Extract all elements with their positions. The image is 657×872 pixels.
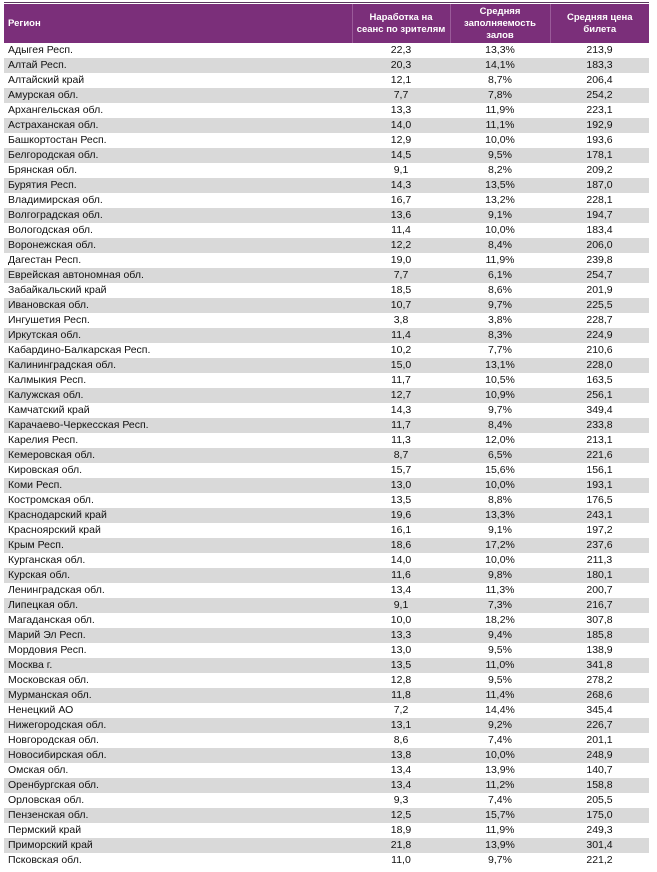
ticket-price-cell: 178,1 [550,148,649,163]
per-session-cell: 13,4 [352,583,450,598]
table-container [4,2,649,868]
table-row [4,463,649,478]
region-cell: Московская обл. [4,673,352,688]
per-session-cell: 11,3 [352,433,450,448]
occupancy-cell: 10,0% [450,553,550,568]
table-row [4,388,649,403]
per-session-cell: 8,7 [352,448,450,463]
table-row [4,358,649,373]
per-session-cell: 11,7 [352,373,450,388]
per-session-cell: 13,0 [352,478,450,493]
ticket-price-cell: 180,1 [550,568,649,583]
table-row [4,268,649,283]
occupancy-cell: 9,5% [450,643,550,658]
region-cell: Мордовия Респ. [4,643,352,658]
per-session-cell: 13,5 [352,658,450,673]
table-row [4,733,649,748]
occupancy-cell: 9,7% [450,298,550,313]
region-cell: Красноярский край [4,523,352,538]
occupancy-cell: 14,1% [450,58,550,73]
table-row [4,658,649,673]
region-cell: Калужская обл. [4,388,352,403]
per-session-cell: 13,8 [352,748,450,763]
ticket-price-cell: 187,0 [550,178,649,193]
occupancy-cell: 3,8% [450,313,550,328]
per-session-cell: 12,9 [352,133,450,148]
per-session-cell: 11,6 [352,568,450,583]
table-body [4,43,649,868]
region-cell: Карачаево-Черкесская Респ. [4,418,352,433]
per-session-cell: 18,6 [352,538,450,553]
occupancy-cell: 15,6% [450,463,550,478]
per-session-cell: 18,5 [352,283,450,298]
table-row [4,433,649,448]
ticket-price-cell: 341,8 [550,658,649,673]
region-cell: Калмыкия Респ. [4,373,352,388]
occupancy-cell: 8,4% [450,418,550,433]
table-row [4,718,649,733]
occupancy-cell: 11,2% [450,778,550,793]
region-cell: Магаданская обл. [4,613,352,628]
region-cell: Новосибирская обл. [4,748,352,763]
region-cell: Псковская обл. [4,853,352,868]
region-cell: Архангельская обл. [4,103,352,118]
table-row [4,628,649,643]
per-session-cell: 7,2 [352,703,450,718]
occupancy-cell: 8,2% [450,163,550,178]
table-row [4,193,649,208]
ticket-price-cell: 201,9 [550,283,649,298]
table-row [4,598,649,613]
region-cell: Дагестан Респ. [4,253,352,268]
region-cell: Липецкая обл. [4,598,352,613]
occupancy-cell: 9,1% [450,208,550,223]
table-row [4,118,649,133]
ticket-price-cell: 138,9 [550,643,649,658]
ticket-price-cell: 200,7 [550,583,649,598]
ticket-price-cell: 307,8 [550,613,649,628]
column-header-per-session: Наработка на сеанс по зрителям [352,4,450,43]
table-row [4,43,649,58]
per-session-cell: 10,0 [352,613,450,628]
per-session-cell: 9,1 [352,163,450,178]
ticket-price-cell: 210,6 [550,343,649,358]
region-cell: Камчатский край [4,403,352,418]
ticket-price-cell: 183,4 [550,223,649,238]
occupancy-cell: 12,0% [450,433,550,448]
occupancy-cell: 9,5% [450,673,550,688]
region-cell: Бурятия Респ. [4,178,352,193]
occupancy-cell: 10,0% [450,748,550,763]
per-session-cell: 19,6 [352,508,450,523]
regions-table [4,4,649,868]
column-header-region: Регион [4,4,352,43]
occupancy-cell: 11,9% [450,103,550,118]
per-session-cell: 12,5 [352,808,450,823]
table-row [4,313,649,328]
occupancy-cell: 6,5% [450,448,550,463]
region-cell: Ненецкий АО [4,703,352,718]
per-session-cell: 12,2 [352,238,450,253]
ticket-price-cell: 192,9 [550,118,649,133]
table-row [4,418,649,433]
occupancy-cell: 6,1% [450,268,550,283]
region-cell: Москва г. [4,658,352,673]
ticket-price-cell: 254,7 [550,268,649,283]
per-session-cell: 3,8 [352,313,450,328]
table-row [4,253,649,268]
occupancy-cell: 18,2% [450,613,550,628]
region-cell: Еврейская автономная обл. [4,268,352,283]
ticket-price-cell: 349,4 [550,403,649,418]
per-session-cell: 18,9 [352,823,450,838]
ticket-price-cell: 156,1 [550,463,649,478]
table-row [4,373,649,388]
ticket-price-cell: 243,1 [550,508,649,523]
region-cell: Адыгея Респ. [4,43,352,58]
ticket-price-cell: 213,9 [550,43,649,58]
region-cell: Краснодарский край [4,508,352,523]
occupancy-cell: 7,3% [450,598,550,613]
per-session-cell: 7,7 [352,268,450,283]
per-session-cell: 7,7 [352,88,450,103]
region-cell: Алтайский край [4,73,352,88]
table-row [4,808,649,823]
occupancy-cell: 10,0% [450,478,550,493]
region-cell: Курганская обл. [4,553,352,568]
occupancy-cell: 9,7% [450,403,550,418]
ticket-price-cell: 158,8 [550,778,649,793]
ticket-price-cell: 233,8 [550,418,649,433]
ticket-price-cell: 254,2 [550,88,649,103]
region-cell: Ивановская обл. [4,298,352,313]
per-session-cell: 8,6 [352,733,450,748]
occupancy-cell: 10,9% [450,388,550,403]
ticket-price-cell: 248,9 [550,748,649,763]
ticket-price-cell: 206,0 [550,238,649,253]
region-cell: Калининградская обл. [4,358,352,373]
table-row [4,328,649,343]
occupancy-cell: 9,5% [450,148,550,163]
table-row [4,73,649,88]
region-cell: Крым Респ. [4,538,352,553]
table-row [4,778,649,793]
per-session-cell: 13,5 [352,493,450,508]
per-session-cell: 16,1 [352,523,450,538]
table-row [4,298,649,313]
table-row [4,133,649,148]
occupancy-cell: 13,3% [450,508,550,523]
occupancy-cell: 13,1% [450,358,550,373]
table-row [4,703,649,718]
per-session-cell: 12,7 [352,388,450,403]
ticket-price-cell: 201,1 [550,733,649,748]
region-cell: Волгоградская обл. [4,208,352,223]
table-row [4,823,649,838]
per-session-cell: 11,4 [352,223,450,238]
table-row [4,448,649,463]
ticket-price-cell: 193,1 [550,478,649,493]
region-cell: Костромская обл. [4,493,352,508]
occupancy-cell: 10,5% [450,373,550,388]
region-cell: Приморский край [4,838,352,853]
ticket-price-cell: 213,1 [550,433,649,448]
occupancy-cell: 11,3% [450,583,550,598]
per-session-cell: 15,0 [352,358,450,373]
ticket-price-cell: 206,4 [550,73,649,88]
ticket-price-cell: 345,4 [550,703,649,718]
per-session-cell: 14,3 [352,403,450,418]
occupancy-cell: 13,3% [450,43,550,58]
table-row [4,793,649,808]
region-cell: Алтай Респ. [4,58,352,73]
occupancy-cell: 11,1% [450,118,550,133]
region-cell: Владимирская обл. [4,193,352,208]
table-row [4,58,649,73]
occupancy-cell: 7,4% [450,733,550,748]
ticket-price-cell: 211,3 [550,553,649,568]
region-cell: Кемеровская обл. [4,448,352,463]
ticket-price-cell: 176,5 [550,493,649,508]
occupancy-cell: 11,9% [450,823,550,838]
table-row [4,508,649,523]
occupancy-cell: 9,2% [450,718,550,733]
per-session-cell: 9,1 [352,598,450,613]
ticket-price-cell: 228,0 [550,358,649,373]
per-session-cell: 22,3 [352,43,450,58]
table-row [4,673,649,688]
region-cell: Ленинградская обл. [4,583,352,598]
occupancy-cell: 17,2% [450,538,550,553]
region-cell: Омская обл. [4,763,352,778]
table-row [4,208,649,223]
per-session-cell: 11,8 [352,688,450,703]
ticket-price-cell: 175,0 [550,808,649,823]
ticket-price-cell: 225,5 [550,298,649,313]
table-row [4,283,649,298]
occupancy-cell: 13,9% [450,763,550,778]
region-cell: Забайкальский край [4,283,352,298]
table-row [4,343,649,358]
region-cell: Нижегородская обл. [4,718,352,733]
region-cell: Мурманская обл. [4,688,352,703]
region-cell: Пермский край [4,823,352,838]
region-cell: Астраханская обл. [4,118,352,133]
table-row [4,493,649,508]
ticket-price-cell: 224,9 [550,328,649,343]
table-row [4,163,649,178]
table-row [4,688,649,703]
region-cell: Кабардино-Балкарская Респ. [4,343,352,358]
occupancy-cell: 11,9% [450,253,550,268]
ticket-price-cell: 209,2 [550,163,649,178]
region-cell: Курская обл. [4,568,352,583]
per-session-cell: 9,3 [352,793,450,808]
per-session-cell: 12,1 [352,73,450,88]
occupancy-cell: 7,7% [450,343,550,358]
region-cell: Ингушетия Респ. [4,313,352,328]
per-session-cell: 11,4 [352,328,450,343]
ticket-price-cell: 223,1 [550,103,649,118]
table-row [4,643,649,658]
ticket-price-cell: 183,3 [550,58,649,73]
occupancy-cell: 9,8% [450,568,550,583]
per-session-cell: 11,7 [352,418,450,433]
ticket-price-cell: 301,4 [550,838,649,853]
ticket-price-cell: 221,6 [550,448,649,463]
region-cell: Орловская обл. [4,793,352,808]
table-row [4,238,649,253]
table-row [4,853,649,868]
table-row [4,763,649,778]
region-cell: Пензенская обл. [4,808,352,823]
ticket-price-cell: 226,7 [550,718,649,733]
occupancy-cell: 13,2% [450,193,550,208]
table-row [4,538,649,553]
per-session-cell: 14,0 [352,553,450,568]
region-cell: Новгородская обл. [4,733,352,748]
table-row [4,103,649,118]
per-session-cell: 13,4 [352,763,450,778]
per-session-cell: 19,0 [352,253,450,268]
per-session-cell: 15,7 [352,463,450,478]
occupancy-cell: 8,4% [450,238,550,253]
occupancy-cell: 10,0% [450,223,550,238]
table-row [4,613,649,628]
table-header [4,4,649,43]
per-session-cell: 14,0 [352,118,450,133]
table-row [4,838,649,853]
table-row [4,88,649,103]
per-session-cell: 13,4 [352,778,450,793]
region-cell: Коми Респ. [4,478,352,493]
region-cell: Оренбургская обл. [4,778,352,793]
per-session-cell: 13,3 [352,103,450,118]
per-session-cell: 14,3 [352,178,450,193]
occupancy-cell: 8,6% [450,283,550,298]
region-cell: Башкортостан Респ. [4,133,352,148]
occupancy-cell: 13,5% [450,178,550,193]
ticket-price-cell: 239,8 [550,253,649,268]
table-row [4,748,649,763]
table-row [4,523,649,538]
occupancy-cell: 7,4% [450,793,550,808]
per-session-cell: 13,1 [352,718,450,733]
per-session-cell: 21,8 [352,838,450,853]
region-cell: Кировская обл. [4,463,352,478]
occupancy-cell: 11,0% [450,658,550,673]
ticket-price-cell: 194,7 [550,208,649,223]
ticket-price-cell: 228,1 [550,193,649,208]
occupancy-cell: 14,4% [450,703,550,718]
region-cell: Белгородская обл. [4,148,352,163]
per-session-cell: 13,3 [352,628,450,643]
ticket-price-cell: 185,8 [550,628,649,643]
column-header-occupancy: Средняя заполняемость залов [450,4,550,43]
per-session-cell: 13,6 [352,208,450,223]
occupancy-cell: 9,7% [450,853,550,868]
per-session-cell: 10,7 [352,298,450,313]
occupancy-cell: 9,4% [450,628,550,643]
per-session-cell: 13,0 [352,643,450,658]
ticket-price-cell: 237,6 [550,538,649,553]
per-session-cell: 12,8 [352,673,450,688]
header-row [4,4,649,43]
region-cell: Амурская обл. [4,88,352,103]
ticket-price-cell: 197,2 [550,523,649,538]
ticket-price-cell: 140,7 [550,763,649,778]
occupancy-cell: 13,9% [450,838,550,853]
ticket-price-cell: 256,1 [550,388,649,403]
ticket-price-cell: 193,6 [550,133,649,148]
occupancy-cell: 8,7% [450,73,550,88]
occupancy-cell: 10,0% [450,133,550,148]
table-row [4,223,649,238]
table-row [4,148,649,163]
column-header-ticket-price: Средняя цена билета [550,4,649,43]
ticket-price-cell: 268,6 [550,688,649,703]
ticket-price-cell: 216,7 [550,598,649,613]
table-row [4,478,649,493]
table-top-rule [4,2,649,3]
region-cell: Иркутская обл. [4,328,352,343]
occupancy-cell: 7,8% [450,88,550,103]
occupancy-cell: 8,8% [450,493,550,508]
per-session-cell: 14,5 [352,148,450,163]
ticket-price-cell: 221,2 [550,853,649,868]
region-cell: Брянская обл. [4,163,352,178]
ticket-price-cell: 278,2 [550,673,649,688]
region-cell: Вологодская обл. [4,223,352,238]
region-cell: Воронежская обл. [4,238,352,253]
ticket-price-cell: 163,5 [550,373,649,388]
ticket-price-cell: 228,7 [550,313,649,328]
table-row [4,403,649,418]
region-cell: Марий Эл Респ. [4,628,352,643]
per-session-cell: 16,7 [352,193,450,208]
ticket-price-cell: 249,3 [550,823,649,838]
per-session-cell: 10,2 [352,343,450,358]
table-row [4,178,649,193]
occupancy-cell: 11,4% [450,688,550,703]
ticket-price-cell: 205,5 [550,793,649,808]
occupancy-cell: 15,7% [450,808,550,823]
region-cell: Карелия Респ. [4,433,352,448]
occupancy-cell: 8,3% [450,328,550,343]
occupancy-cell: 9,1% [450,523,550,538]
table-row [4,553,649,568]
per-session-cell: 20,3 [352,58,450,73]
table-row [4,568,649,583]
per-session-cell: 11,0 [352,853,450,868]
table-row [4,583,649,598]
